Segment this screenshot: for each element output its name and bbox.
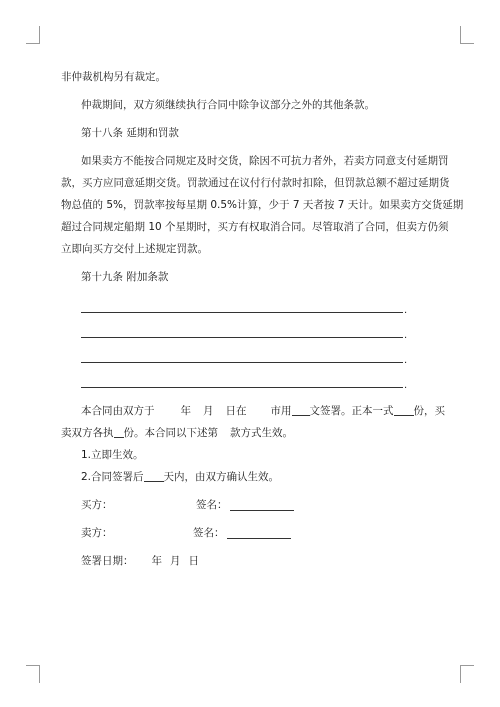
- paragraph-line: 立即向买方交付上述规定罚款。: [61, 243, 208, 255]
- blank-underline: [114, 424, 124, 438]
- seller-signature-row: [61, 522, 441, 544]
- date-year: 年: [151, 555, 162, 567]
- closing-text: 份。本合同以下述第: [123, 427, 218, 439]
- date-day: 日: [188, 555, 199, 567]
- effect-option-2: [61, 466, 441, 488]
- additional-clauses-blanks: [61, 294, 441, 394]
- text-line: 仲裁期间，双方须继续执行合同中除争议部分之外的其他条款。: [81, 99, 375, 111]
- paragraph-line: 如果卖方不能按合同规定及时交货，除因不可抗力者外，若卖方同意支付延期罚: [81, 155, 449, 167]
- blank-underline: [292, 402, 310, 416]
- signature-line: [230, 496, 294, 511]
- blank-line: [81, 319, 441, 344]
- article-18-paragraph: [61, 150, 464, 260]
- blank-line: [81, 294, 441, 319]
- blank-line: [81, 344, 441, 369]
- buyer-sign: [196, 494, 294, 516]
- blank-line-end: .: [404, 355, 408, 366]
- sign-label: 签名：: [193, 527, 225, 539]
- buyer-signature-row: [61, 494, 441, 516]
- closing-text: 本合同由双方于: [81, 405, 155, 417]
- closing-text: 款方式生效。: [230, 427, 293, 439]
- document-body: [61, 66, 464, 572]
- blank-underline: [394, 402, 414, 416]
- paragraph-line: 物总值的 5%，罚款率按每星期 0.5%计算，少于 7 天者按 7 天计。如果卖方交货延期: [61, 199, 464, 211]
- closing-day: 日在: [225, 405, 247, 417]
- crop-mark-top-right: [460, 26, 474, 44]
- blank-line: [81, 369, 441, 394]
- signature-line: [227, 524, 291, 539]
- date-label: 签署日期：: [81, 555, 134, 567]
- article-18-heading: 第十八条 延期和罚款: [81, 127, 179, 139]
- text-line: 非仲裁机构另有裁定。: [61, 71, 166, 83]
- option-text: 2.合同签署后: [81, 471, 144, 483]
- blank-rule: [81, 337, 403, 338]
- closing-year: 年: [180, 405, 191, 417]
- closing-line-2: [61, 422, 441, 444]
- blank-underline: [144, 468, 164, 482]
- effect-option-1: 1.立即生效。: [81, 449, 144, 461]
- blank-line-end: .: [404, 305, 408, 316]
- signing-date-row: [61, 550, 441, 572]
- paragraph-line: 款，买方应同意延期交货。罚款通过在议付行付款时扣除，但罚款总额不超过延期货: [61, 177, 450, 189]
- closing-line-1: [61, 400, 445, 422]
- seller-sign: [193, 522, 291, 544]
- closing-city: 市用: [270, 405, 292, 417]
- blank-line-end: .: [404, 330, 408, 341]
- option-text: 天内，由双方确认生效。: [163, 471, 280, 483]
- sign-label: 签名：: [196, 499, 228, 511]
- closing-text: 卖双方各执: [61, 427, 114, 439]
- blank-line-end: .: [404, 380, 408, 391]
- crop-mark-top-left: [26, 26, 40, 44]
- blank-rule: [81, 312, 403, 313]
- seller-label: 卖方：: [81, 527, 113, 539]
- blank-rule: [81, 362, 403, 363]
- date-month: 月: [170, 555, 181, 567]
- closing-month: 月: [203, 405, 214, 417]
- blank-rule: [81, 387, 403, 388]
- buyer-label: 买方：: [81, 499, 113, 511]
- crop-mark-bottom-left: [26, 665, 40, 683]
- crop-mark-bottom-right: [460, 665, 474, 683]
- closing-language: 文签署。正本一式: [309, 405, 394, 417]
- article-19-heading: 第十九条 附加条款: [81, 271, 169, 283]
- closing-copies: 份，买: [413, 405, 445, 417]
- paragraph-line: 超过合同规定船期 10 个星期时，买方有权取消合同。尽管取消了合同，但卖方仍须: [61, 221, 449, 233]
